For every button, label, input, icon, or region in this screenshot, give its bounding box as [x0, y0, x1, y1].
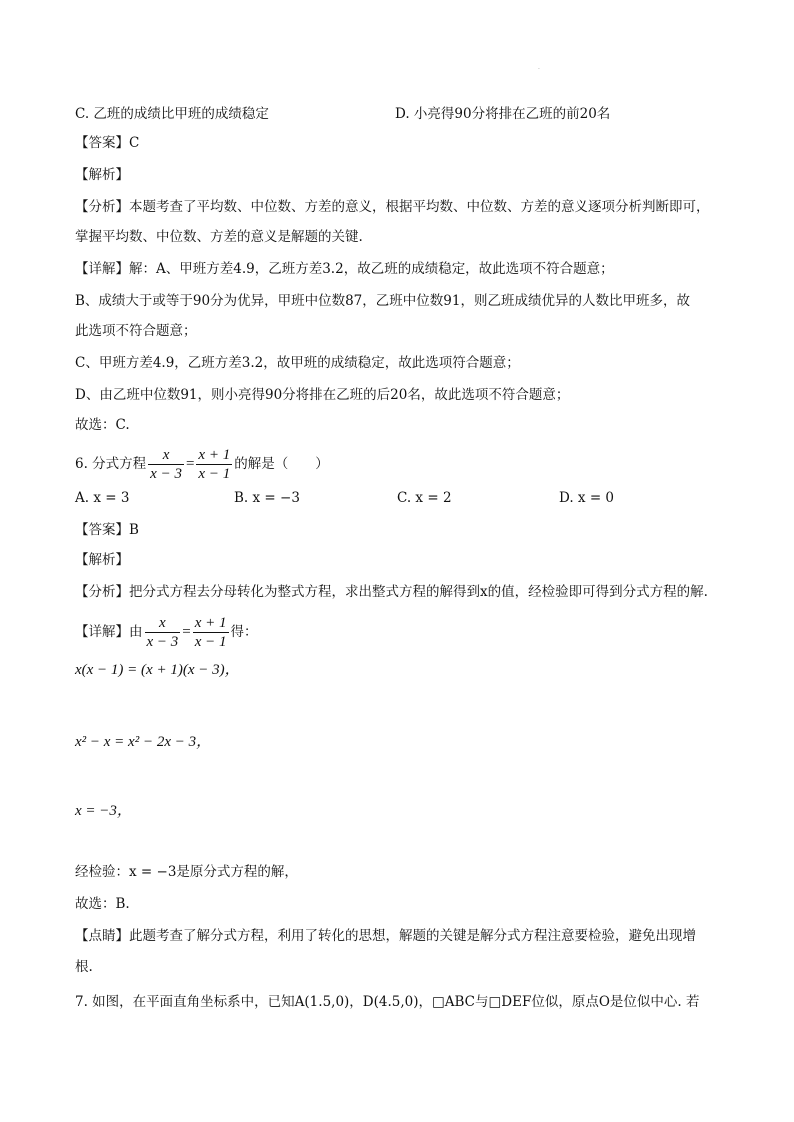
q6-detail-equals-sign: =	[182, 624, 191, 640]
q6-detail-rhs-denominator: x − 1	[194, 634, 227, 650]
q5-analysis-heading: 【解析】	[75, 167, 129, 183]
q6-stem	[75, 446, 329, 483]
q6-detail-rhs-numerator: x + 1	[194, 615, 227, 631]
q5-detail-b-line1: B、成绩大于或等于90分为优异，甲班中位数87，乙班中位数91，则乙班成绩优异的人数比甲班多，故	[75, 293, 690, 309]
q6-step3: x = −3，	[75, 803, 132, 819]
q5-fenxi-line1: 【分析】本题考查了平均数、中位数、方差的意义，根据平均数、中位数、方差的意义逐项分析判断即可，	[75, 199, 710, 215]
q6-option-a: A. x = 3	[75, 490, 130, 506]
q5-detail-c: C、甲班方差4.9，乙班方差3.2，故甲班的成绩稳定，故此选项符合题意；	[75, 355, 520, 371]
q5-detail-b-line2: 此选项不符合题意；	[75, 323, 197, 339]
q6-detail-rhs-fraction	[193, 614, 229, 651]
q6-dianjing-line1: 【点睛】此题考查了解分式方程，利用了转化的思想，解题的关键是解分式方程注意要检验，避免出现增	[75, 928, 696, 944]
q6-rhs-numerator: x + 1	[198, 447, 231, 463]
q6-detail-lhs-fraction	[145, 614, 181, 651]
q6-detail-prefix: 【详解】由	[75, 624, 143, 640]
q6-option-d: D. x = 0	[559, 490, 615, 506]
q5-option-c: C. 乙班的成绩比甲班的成绩稳定	[75, 106, 269, 122]
q6-detail	[75, 614, 258, 651]
q6-stem-suffix: 的解是（ ）	[234, 456, 329, 472]
q6-check: 经检验：x = −3是原分式方程的解，	[75, 864, 298, 880]
q6-lhs-numerator: x	[148, 446, 184, 465]
q6-lhs-fraction	[148, 446, 184, 483]
q6-stem-prefix: 6. 分式方程	[75, 456, 147, 472]
q5-fenxi-line2: 掌握平均数、中位数、方差的意义是解题的关键.	[75, 229, 363, 245]
q5-choose: 故选：C.	[75, 417, 130, 433]
q7-stem: 7. 如图，在平面直角坐标系中，已知A(1.5,0)，D(4.5,0)，□ABC与□DEF位似，原点O是位似中心. 若	[75, 994, 700, 1010]
q6-choose: 故选：B.	[75, 896, 130, 912]
q6-step1: x(x − 1) = (x + 1)(x − 3)，	[75, 662, 240, 678]
q6-detail-lhs-denominator: x − 3	[146, 634, 179, 650]
q5-detail-a: 【详解】解：A、甲班方差4.9，乙班方差3.2，故乙班的成绩稳定，故此选项不符合题意；	[75, 261, 614, 277]
q6-dianjing-line2: 根.	[75, 959, 93, 975]
q6-answer: 【答案】B	[75, 522, 139, 538]
q6-detail-suffix: 得：	[230, 624, 258, 640]
q6-option-c: C. x = 2	[397, 490, 452, 506]
q6-analysis-heading: 【解析】	[75, 552, 129, 568]
q5-option-d: D. 小亮得90分将排在乙班的前20名	[395, 106, 611, 122]
scan-speck: ·	[538, 66, 540, 73]
q5-detail-d: D、由乙班中位数91，则小亮得90分将排在乙班的后20名，故此选项不符合题意；	[75, 387, 570, 403]
q5-answer: 【答案】C	[75, 135, 140, 151]
q6-step2: x² − x = x² − 2x − 3，	[75, 734, 212, 750]
q6-rhs-fraction	[196, 446, 232, 483]
q6-rhs-denominator: x − 1	[198, 466, 231, 482]
q6-equals-sign: =	[185, 456, 195, 472]
q6-fenxi: 【分析】把分式方程去分母转化为整式方程，求出整式方程的解得到x的值，经检验即可得到分式方程的解.	[75, 584, 708, 600]
q6-detail-lhs-numerator: x	[145, 614, 181, 633]
q6-lhs-denominator: x − 3	[150, 466, 182, 482]
q6-option-b: B. x = −3	[234, 490, 300, 506]
